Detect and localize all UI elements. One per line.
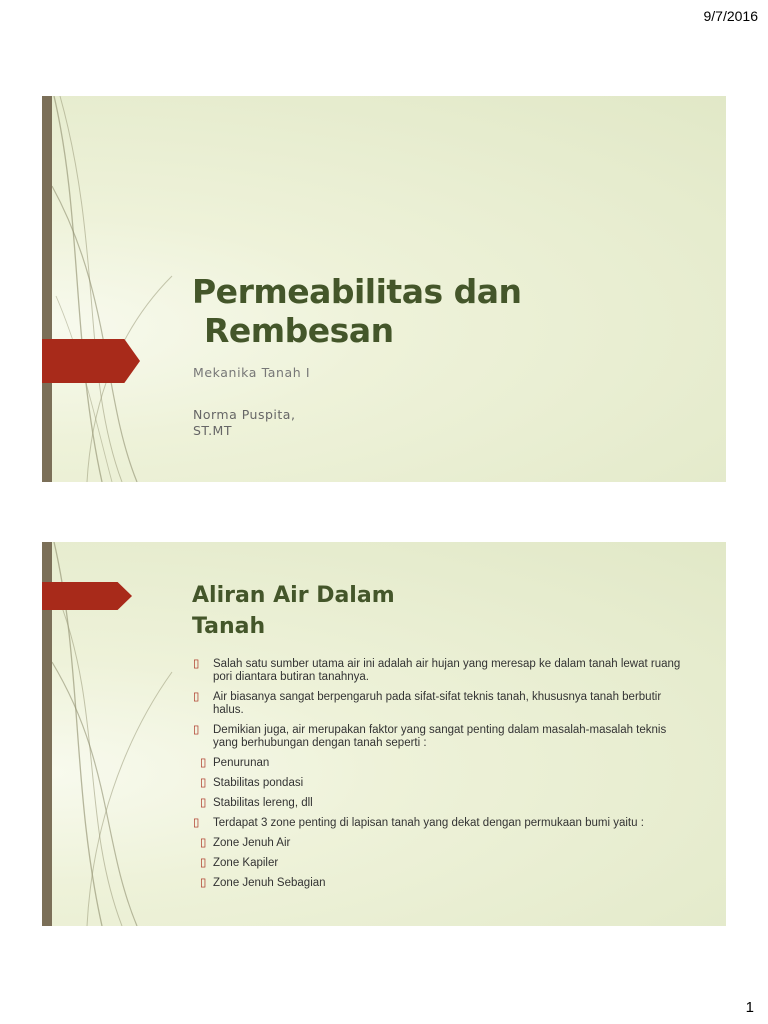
page-number: 1 bbox=[745, 999, 754, 1016]
bullet-text: Demikian juga, air merupakan faktor yang sangat penting dalam masalah-masalah teknis yang berhubungan dengan tanah seperti : bbox=[213, 724, 667, 749]
bullet-marker-icon: ▯ bbox=[193, 724, 200, 736]
sub-bullet-item bbox=[200, 837, 683, 850]
slide-title bbox=[192, 580, 395, 642]
bullet-text: Salah satu sumber utama air ini adalah air hujan yang meresap ke dalam tanah lewat ruang pori diantara butiran tanahnya. bbox=[213, 658, 681, 683]
slide-title-line2: Tanah bbox=[192, 614, 266, 639]
bullet-marker-icon: ▯ bbox=[193, 658, 200, 670]
bullet-item bbox=[193, 724, 683, 750]
bullet-marker-icon: ▯ bbox=[200, 797, 207, 809]
slide-title-line2: Rembesan bbox=[204, 311, 394, 350]
red-arrow-shape bbox=[42, 339, 140, 383]
bullet-marker-icon: ▯ bbox=[193, 817, 200, 829]
bullet-text: Zone Jenuh Sebagian bbox=[213, 877, 326, 889]
author-line1: Norma Puspita, bbox=[193, 407, 296, 422]
header-date: 9/7/2016 bbox=[703, 8, 758, 24]
slide-subtitle: Mekanika Tanah I bbox=[193, 365, 311, 380]
slide-title bbox=[192, 272, 522, 350]
slide-side-bar bbox=[42, 96, 52, 482]
bullet-marker-icon: ▯ bbox=[200, 857, 207, 869]
slide-1 bbox=[42, 96, 726, 482]
bullet-marker-icon: ▯ bbox=[200, 777, 207, 789]
bullet-item bbox=[193, 691, 683, 717]
decorative-curves bbox=[42, 96, 202, 482]
author-line2: ST.MT bbox=[193, 423, 232, 438]
bullet-marker-icon: ▯ bbox=[193, 691, 200, 703]
bullet-text: Stabilitas lereng, dll bbox=[213, 797, 313, 809]
bullet-list bbox=[193, 658, 683, 897]
sub-bullet-item bbox=[200, 797, 683, 810]
sub-bullet-item bbox=[200, 757, 683, 770]
sub-bullet-item bbox=[200, 877, 683, 890]
slide-title-line1: Aliran Air Dalam bbox=[192, 583, 395, 608]
bullet-text: Terdapat 3 zone penting di lapisan tanah yang dekat dengan permukaan bumi yaitu : bbox=[213, 817, 644, 829]
slide-title-line1: Permeabilitas dan bbox=[192, 272, 522, 311]
red-arrow-shape bbox=[42, 582, 132, 610]
bullet-text: Penurunan bbox=[213, 757, 270, 769]
bullet-item bbox=[193, 658, 683, 684]
author-name bbox=[193, 407, 295, 439]
bullet-marker-icon: ▯ bbox=[200, 837, 207, 849]
bullet-item bbox=[193, 817, 683, 830]
bullet-marker-icon: ▯ bbox=[200, 877, 207, 889]
sub-bullet-item bbox=[200, 777, 683, 790]
bullet-text: Air biasanya sangat berpengaruh pada sifat-sifat teknis tanah, khususnya tanah berbutir halus. bbox=[213, 691, 662, 716]
bullet-text: Zone Jenuh Air bbox=[213, 837, 291, 849]
bullet-text: Stabilitas pondasi bbox=[213, 777, 304, 789]
bullet-marker-icon: ▯ bbox=[200, 757, 207, 769]
slide-2 bbox=[42, 542, 726, 926]
sub-bullet-item bbox=[200, 857, 683, 870]
bullet-text: Zone Kapiler bbox=[213, 857, 279, 869]
